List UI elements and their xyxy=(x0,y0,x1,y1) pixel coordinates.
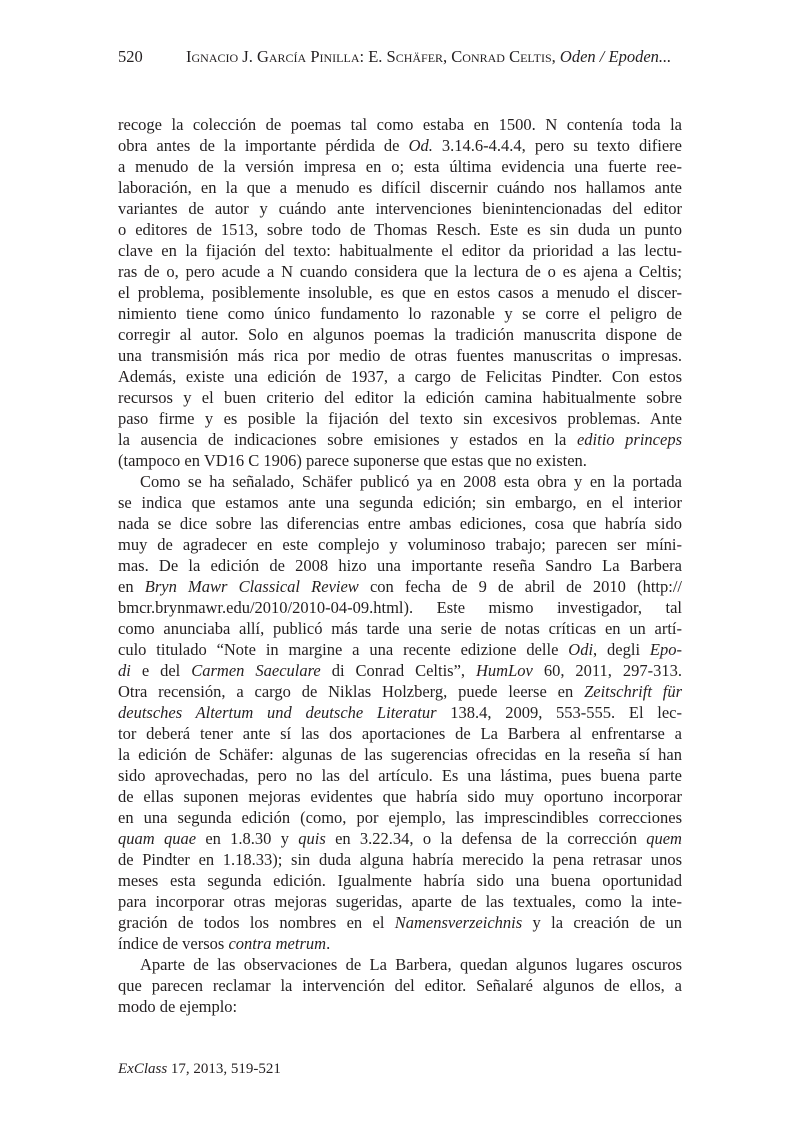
text-line xyxy=(118,471,682,492)
text-line xyxy=(118,450,682,471)
text-line xyxy=(118,261,682,282)
text-line xyxy=(118,975,682,996)
italic-text: Zeitschrift für xyxy=(584,682,682,701)
text-line xyxy=(118,534,682,555)
text-segment: con fecha de 9 de abril de 2010 (http:// xyxy=(358,577,682,596)
body-text xyxy=(118,114,682,1017)
italic-text: Epo- xyxy=(649,640,682,659)
text-line xyxy=(118,366,682,387)
text-line xyxy=(118,786,682,807)
text-segment: la ausencia de indicaciones sobre emisiones y estados en la xyxy=(118,430,577,449)
text-segment: corregir al autor. Solo en algunos poemas la tradición manuscrita dispone de xyxy=(118,325,682,344)
text-segment: Aparte de las observaciones de La Barbera, quedan algunos lugares oscuros xyxy=(140,955,682,974)
italic-text: deutsches Altertum und deutsche Literatur xyxy=(118,703,437,722)
text-line xyxy=(118,219,682,240)
italic-text: Namensverzeichnis xyxy=(394,913,523,932)
text-line xyxy=(118,849,682,870)
italic-text: contra metrum xyxy=(228,934,327,953)
text-segment: la edición de Schäfer: algunas de las sugerencias ofrecidas en la reseña sí han xyxy=(118,745,682,764)
text-line xyxy=(118,114,682,135)
text-line xyxy=(118,408,682,429)
italic-text: Bryn Mawr Classical Review xyxy=(144,577,359,596)
italic-text: quam quae xyxy=(118,829,197,848)
text-segment: muy de agradecer en este complejo y voluminoso trabajo; parecen ser míni- xyxy=(118,535,682,554)
text-line xyxy=(118,597,682,618)
text-segment: 60, 2011, 297-313. xyxy=(532,661,683,680)
text-segment: ras de o, pero acude a N cuando considera que la lectura de o es ajena a Celtis; xyxy=(118,262,682,281)
text-line xyxy=(118,282,682,303)
text-segment: obra antes de la importante pérdida de xyxy=(118,136,409,155)
text-segment: gración de todos los nombres en el xyxy=(118,913,395,932)
italic-text: quem xyxy=(646,829,682,848)
text-segment: o editores de 1513, sobre todo de Thomas Resch. Este es sin duda un punto xyxy=(118,220,682,239)
text-line xyxy=(118,933,682,954)
italic-text: HumLov xyxy=(476,661,533,680)
text-line xyxy=(118,723,682,744)
text-line xyxy=(118,744,682,765)
text-line xyxy=(118,429,682,450)
text-segment: en xyxy=(118,577,145,596)
text-line xyxy=(118,177,682,198)
text-line xyxy=(118,324,682,345)
text-line xyxy=(118,513,682,534)
text-line xyxy=(118,240,682,261)
text-line xyxy=(118,765,682,786)
text-segment: Otra recensión, a cargo de Niklas Holzberg, puede leerse en xyxy=(118,682,585,701)
text-segment: tor deberá tener ante sí las dos aportaciones de La Barbera al enfrentarse a xyxy=(118,724,682,743)
text-segment: como anunciaba allí, publicó más tarde una serie de notas críticas en un artí- xyxy=(118,619,682,638)
text-line xyxy=(118,618,682,639)
italic-text: Odi xyxy=(568,640,594,659)
text-segment: índice de versos xyxy=(118,934,229,953)
citation-details: 17, 2013, 519-521 xyxy=(167,1061,281,1077)
text-segment: (tampoco en VD16 C 1906) parece suponerse que estas que no existen. xyxy=(118,451,587,470)
italic-text: quis xyxy=(298,829,326,848)
text-segment: para incorporar otras mejoras sugeridas, aparte de las textuales, como la inte- xyxy=(118,892,682,911)
text-segment: sido aprovechadas, pero no las del artículo. Es una lástima, pues buena parte xyxy=(118,766,682,785)
text-segment: de ellas suponen mejoras evidentes que habría sido muy oportuno incorporar xyxy=(118,787,682,806)
text-line xyxy=(118,891,682,912)
text-segment: 138.4, 2009, 553-555. El lec- xyxy=(436,703,682,722)
text-segment: una transmisión más rica por medio de otras fuentes manuscritas o impresas. xyxy=(118,346,682,365)
running-header xyxy=(118,47,671,67)
text-line xyxy=(118,198,682,219)
text-line xyxy=(118,555,682,576)
text-segment: de Pindter en 1.18.33); sin duda alguna habría merecido la pena retrasar unos xyxy=(118,850,682,869)
text-line xyxy=(118,135,682,156)
text-segment: que parecen reclamar la intervención del editor. Señalaré algunos de ellos, a xyxy=(118,976,682,995)
text-segment: laboración, en la que a menudo es difícil discernir cuándo nos hallamos ante xyxy=(118,178,682,197)
text-segment: meses esta segunda edición. Igualmente habría sido una buena oportunidad xyxy=(118,871,682,890)
text-segment: Como se ha señalado, Schäfer publicó ya en 2008 esta obra y en la portada xyxy=(140,472,682,491)
text-line xyxy=(118,681,682,702)
text-line xyxy=(118,492,682,513)
page-number: 520 xyxy=(118,47,143,66)
text-segment: . xyxy=(326,934,331,953)
text-line xyxy=(118,303,682,324)
text-segment: nimiento tiene como único fundamento lo razonable y se corre el peligro de xyxy=(118,304,682,323)
italic-text: editio princeps xyxy=(576,430,682,449)
text-segment: en una segunda edición (como, por ejemplo, las imprescindibles correcciones xyxy=(118,808,682,827)
text-line xyxy=(118,660,682,681)
text-line xyxy=(118,954,682,975)
text-segment: modo de ejemplo: xyxy=(118,997,238,1016)
text-line xyxy=(118,996,682,1017)
text-segment: en 1.8.30 y xyxy=(196,829,299,848)
text-segment: culo titulado “Note in margine a una recente edizione delle xyxy=(118,640,569,659)
text-segment: bmcr.brynmawr.edu/2010/2010-04-09.html). Este mismo investigador, tal xyxy=(118,598,682,617)
text-segment: a menudo de la versión impresa en o; esta última evidencia una fuerte ree- xyxy=(118,157,682,176)
text-line xyxy=(118,576,682,597)
text-line xyxy=(118,828,682,849)
text-segment: paso firme y es posible la fijación del texto sin excesivos problemas. Ante xyxy=(118,409,682,428)
running-head-title: Ignacio J. García Pinilla: E. Schäfer, Conrad Celtis, xyxy=(186,47,560,66)
text-segment: recursos y el buen criterio del editor la edición camina habitualmente sobre xyxy=(118,388,682,407)
text-line xyxy=(118,870,682,891)
text-segment: recoge la colección de poemas tal como estaba en 1500. N contenía toda la xyxy=(118,115,682,134)
text-segment: y la creación de un xyxy=(522,913,682,932)
text-line xyxy=(118,639,682,660)
text-line xyxy=(118,807,682,828)
text-line xyxy=(118,387,682,408)
italic-text: Od. xyxy=(408,136,433,155)
text-segment: , degli xyxy=(593,640,650,659)
text-line xyxy=(118,702,682,723)
text-segment: mas. De la edición de 2008 hizo una importante reseña Sandro La Barbera xyxy=(118,556,682,575)
text-segment: clave en la fijación del texto: habitualmente el editor da prioridad a las lectu- xyxy=(118,241,682,260)
italic-text: Carmen Saeculare xyxy=(191,661,321,680)
running-head-title-italic: Oden / Epoden... xyxy=(559,47,672,66)
text-segment: 3.14.6-4.4.4, pero su texto difiere xyxy=(432,136,682,155)
text-segment: en 3.22.34, o la defensa de la corrección xyxy=(325,829,647,848)
text-segment: se indica que estamos ante una segunda edición; sin embargo, en el interior xyxy=(118,493,682,512)
text-line xyxy=(118,156,682,177)
text-segment: nada se dice sobre las diferencias entre ambas ediciones, cosa que habría sido xyxy=(118,514,682,533)
text-segment: variantes de autor y cuándo ante intervenciones bienintencionadas del editor xyxy=(118,199,682,218)
text-segment: Además, existe una edición de 1937, a cargo de Felicitas Pindter. Con estos xyxy=(118,367,682,386)
text-line xyxy=(118,912,682,933)
text-line xyxy=(118,345,682,366)
italic-text: di xyxy=(118,661,131,680)
footer-citation xyxy=(118,1061,281,1078)
text-segment: e del xyxy=(130,661,192,680)
text-segment: di Conrad Celtis”, xyxy=(320,661,476,680)
text-segment: el problema, posiblemente insoluble, es que en estos casos a menudo el discer- xyxy=(118,283,682,302)
journal-name: ExClass xyxy=(118,1061,168,1077)
